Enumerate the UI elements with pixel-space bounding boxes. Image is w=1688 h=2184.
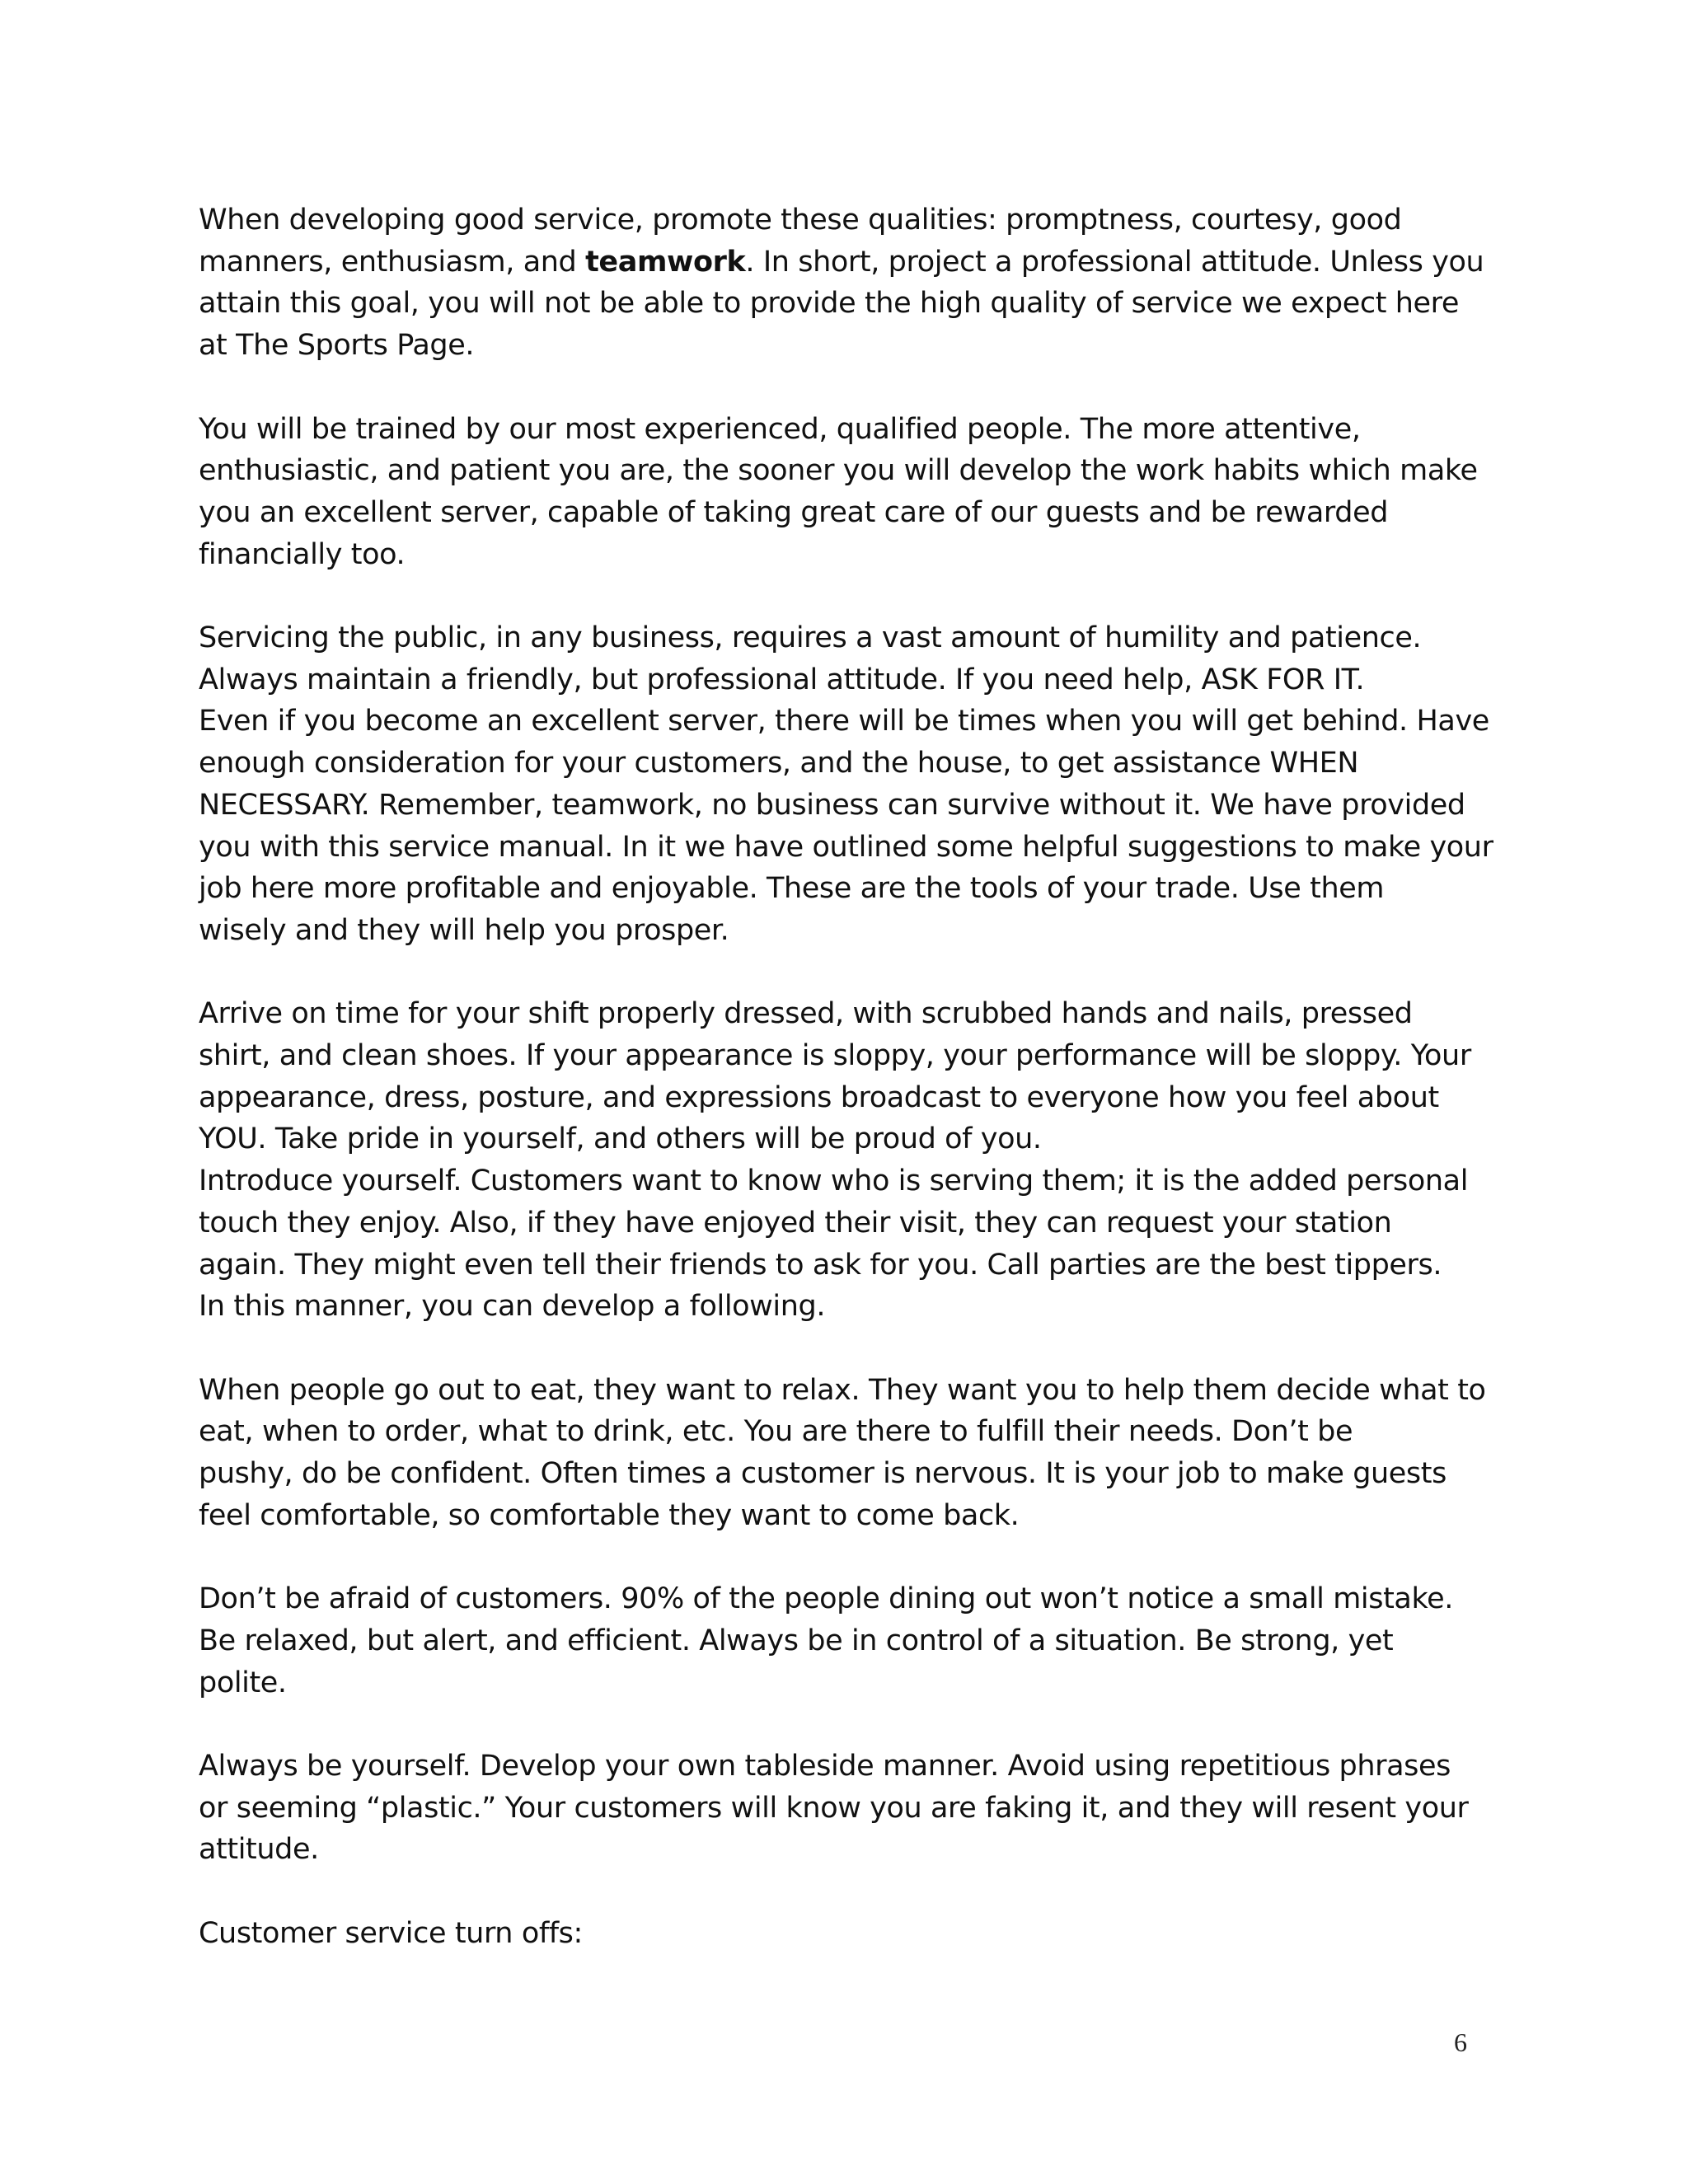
- text-run: manners, enthusiasm, and: [199, 245, 586, 279]
- text-run: . In short, project a professional attitude. Unless you: [745, 245, 1484, 279]
- text-line: shirt, and clean shoes. If your appearance is sloppy, your performance will be sloppy. Your: [199, 1039, 1471, 1073]
- text-line: polite.: [199, 1666, 287, 1699]
- paragraph-introduce-yourself: [199, 1160, 1484, 1328]
- text-line: appearance, dress, posture, and expressions broadcast to everyone how you feel about: [199, 1080, 1439, 1114]
- emphasis-teamwork: teamwork: [585, 245, 746, 279]
- text-line: at The Sports Page.: [199, 329, 475, 363]
- text-line: attitude.: [199, 1833, 319, 1867]
- text-line: [199, 241, 1484, 284]
- text-line: enough consideration for your customers, and the house, to get assistance WHEN: [199, 747, 1359, 780]
- paragraph-arrive-on-time: [199, 993, 1484, 1160]
- paragraph-relax: [199, 1370, 1484, 1537]
- text-line: attain this goal, you will not be able to provide the high quality of service we expect here: [199, 287, 1460, 321]
- text-line: Even if you become an excellent server, there will be times when you will get behind. Have: [199, 705, 1489, 738]
- text-line: Introduce yourself. Customers want to know who is serving them; it is the added personal: [199, 1165, 1469, 1198]
- text-line: You will be trained by our most experienced, qualified people. The more attentive,: [199, 412, 1361, 446]
- text-line: enthusiastic, and patient you are, the sooner you will develop the work habits which make: [199, 454, 1478, 488]
- text-line: or seeming “plastic.” Your customers will know you are faking it, and they will resent your: [199, 1791, 1469, 1825]
- paragraph-dont-be-afraid: [199, 1578, 1484, 1704]
- paragraph-be-yourself: [199, 1746, 1484, 1871]
- paragraph-turn-offs-heading: [199, 1913, 1484, 1955]
- text-line: financially too.: [199, 537, 406, 571]
- text-line: Don’t be afraid of customers. 90% of the people dining out won’t notice a small mistake.: [199, 1582, 1453, 1616]
- text-line: When people go out to eat, they want to relax. They want you to help them decide what to: [199, 1373, 1486, 1407]
- text-line: Customer service turn offs:: [199, 1916, 583, 1950]
- text-line: When developing good service, promote these qualities: promptness, courtesy, good: [199, 204, 1402, 237]
- paragraph-service-qualities: [199, 199, 1484, 367]
- text-line: you an excellent server, capable of taking great care of our guests and be rewarded: [199, 495, 1389, 529]
- text-line: touch they enjoy. Also, if they have enjoyed their visit, they can request your station: [199, 1206, 1392, 1240]
- text-line: In this manner, you can develop a following.: [199, 1290, 826, 1324]
- body-text: [199, 199, 1493, 1996]
- paragraph-training: [199, 409, 1484, 576]
- text-line: Servicing the public, in any business, requires a vast amount of humility and patience.: [199, 621, 1422, 654]
- text-line: pushy, do be confident. Often times a customer is nervous. It is your job to make guests: [199, 1457, 1447, 1491]
- text-line: you with this service manual. In it we have outlined some helpful suggestions to make your: [199, 830, 1493, 864]
- text-line: wisely and they will help you prosper.: [199, 913, 729, 947]
- text-line: NECESSARY. Remember, teamwork, no business can survive without it. We have provided: [199, 788, 1465, 822]
- text-line: again. They might even tell their friends to ask for you. Call parties are the best tippers.: [199, 1248, 1442, 1282]
- text-line: Be relaxed, but alert, and efficient. Always be in control of a situation. Be strong, yet: [199, 1624, 1394, 1657]
- text-line: feel comfortable, so comfortable they want to come back.: [199, 1498, 1020, 1532]
- text-line: YOU. Take pride in yourself, and others will be proud of you.: [199, 1122, 1042, 1156]
- text-line: job here more profitable and enjoyable. These are the tools of your trade. Use them: [199, 872, 1385, 906]
- text-line: Always be yourself. Develop your own tableside manner. Avoid using repetitious phrases: [199, 1749, 1451, 1783]
- text-line: eat, when to order, what to drink, etc. You are there to fulfill their needs. Don’t be: [199, 1415, 1353, 1449]
- text-line: Always maintain a friendly, but professional attitude. If you need help, ASK FOR IT.: [199, 663, 1365, 696]
- paragraph-servicing-public: [199, 617, 1493, 952]
- page-number: 6: [1454, 2027, 1467, 2057]
- text-line: Arrive on time for your shift properly dressed, with scrubbed hands and nails, pressed: [199, 997, 1413, 1031]
